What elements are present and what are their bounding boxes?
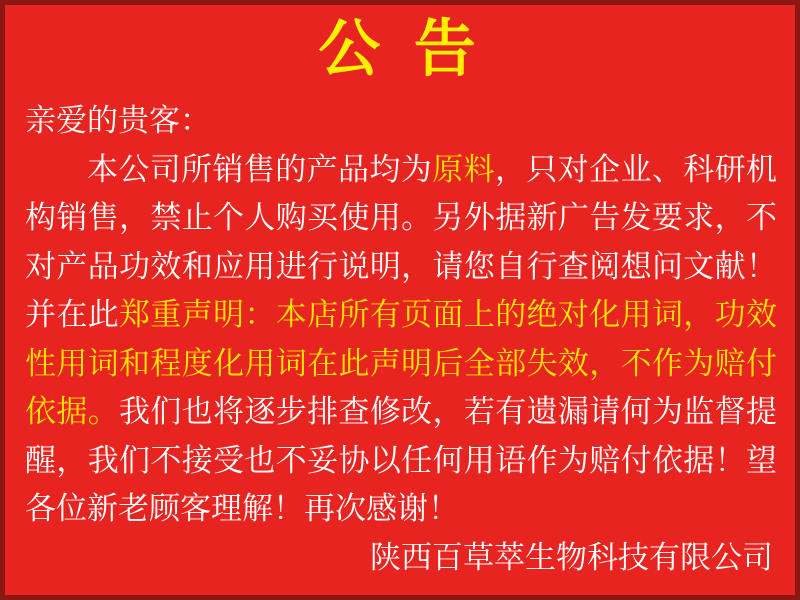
notice-body [25,146,777,534]
notice-body-segment: ，只对企业、科研机构销售，禁止个人购买使用。另外据新广告发要求，不对产品功效和应用进行说明，请您自行查阅想问文献！并在此 [25,151,778,333]
page-title: 公 告 [318,12,482,85]
notice-body-segment: 我们也将逐步排查修改，若有遗漏请何为监督提醒，我们不接受也不妥协以任何用语作为赔付依据！望各位新老顾客理解！再次感谢！ [25,394,778,527]
notice-body-segment: 原料 [432,151,495,188]
notice-body-segment: 本公司所销售的产品均为 [87,151,433,188]
company-signature: 陕西百草萃生物科技有限公司 [370,539,773,576]
notice-body-segment: 郑重声明：本店所有页面上的绝对化用词，功效性用词和程度化用词在此声明后全部失效，不作为赔付依据。 [25,297,778,430]
notice-content [5,97,795,582]
greeting-text: 亲爱的贵客： [25,103,211,139]
